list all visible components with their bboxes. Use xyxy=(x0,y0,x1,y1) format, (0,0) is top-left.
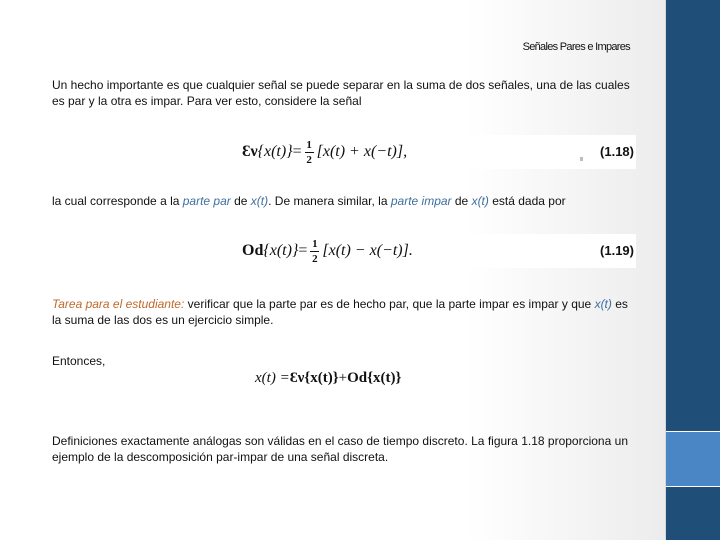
text-run: es la suma de las dos es un ejercicio simple. xyxy=(52,297,628,327)
text-run: verificar que la parte par es de hecho par, que la parte impar es impar y que xyxy=(184,297,595,311)
text-run: está dada por xyxy=(488,194,566,208)
text-run: la cual corresponde a la xyxy=(52,194,183,208)
paragraph-therefore: Entonces, xyxy=(52,354,106,368)
term-even-part: parte par xyxy=(182,194,231,208)
fraction-line xyxy=(305,152,314,153)
equals-sign: = xyxy=(292,143,302,160)
fraction-one-half xyxy=(310,238,319,265)
fraction-denominator: 2 xyxy=(312,252,318,265)
paragraph-even-part xyxy=(52,193,632,209)
equation-odd-part xyxy=(240,234,636,268)
equation-number: (1.19) xyxy=(600,243,634,258)
fraction-numerator: 1 xyxy=(306,138,312,151)
sidebar-block-bottom xyxy=(666,487,720,540)
sidebar-block-top xyxy=(666,0,720,431)
equation-number: (1.18) xyxy=(600,144,634,159)
homework-label: Tarea para el estudiante: xyxy=(52,297,185,311)
term-signal: x(t) xyxy=(250,194,269,208)
odd-operator: Od xyxy=(242,242,264,259)
plus-sign: + xyxy=(338,369,348,386)
equation-body: [x(t) + x(−t)], xyxy=(316,143,408,160)
fraction-numerator: 1 xyxy=(312,237,318,250)
equals-sign: = xyxy=(298,242,308,259)
decomposition-lhs: x(t) = xyxy=(255,369,290,386)
term-signal: x(t) xyxy=(594,297,612,311)
fraction-line xyxy=(310,251,319,252)
scan-mark xyxy=(580,157,583,161)
decomposition-odd-term: Od{x(t)} xyxy=(347,369,402,386)
even-operator-arg: {x(t)} xyxy=(257,143,293,160)
text-run: . De manera similar, la xyxy=(268,194,391,208)
equation-body: [x(t) − x(−t)]. xyxy=(322,242,413,259)
paragraph-intro: Un hecho importante es que cualquier señal se puede separar en la suma de dos señales, una de las cuales es par y la otra es impar. Para ver esto, considere la señal xyxy=(52,78,630,108)
term-odd-part: parte impar xyxy=(390,194,452,208)
decomposition-even-term: Ɛν{x(t)} xyxy=(289,369,339,386)
slide-title: Señales Pares e Impares xyxy=(522,41,630,53)
text-run: de xyxy=(451,194,472,208)
text-run: de xyxy=(230,194,251,208)
term-signal: x(t) xyxy=(471,194,489,208)
paragraph-homework xyxy=(52,296,632,328)
fraction-denominator: 2 xyxy=(306,153,312,166)
equation-even-part xyxy=(240,135,636,169)
sidebar-block-accent xyxy=(666,432,720,486)
even-operator: Ɛν xyxy=(242,143,258,160)
paragraph-discrete: Definiciones exactamente análogas son válidas en el caso de tiempo discreto. La figura 1.18 proporciona un ejemplo de la descomposición par-impar de una señal discreta. xyxy=(52,434,628,464)
fraction-one-half xyxy=(305,139,314,166)
odd-operator-arg: {x(t)} xyxy=(263,242,299,259)
equation-decomposition xyxy=(253,364,423,392)
